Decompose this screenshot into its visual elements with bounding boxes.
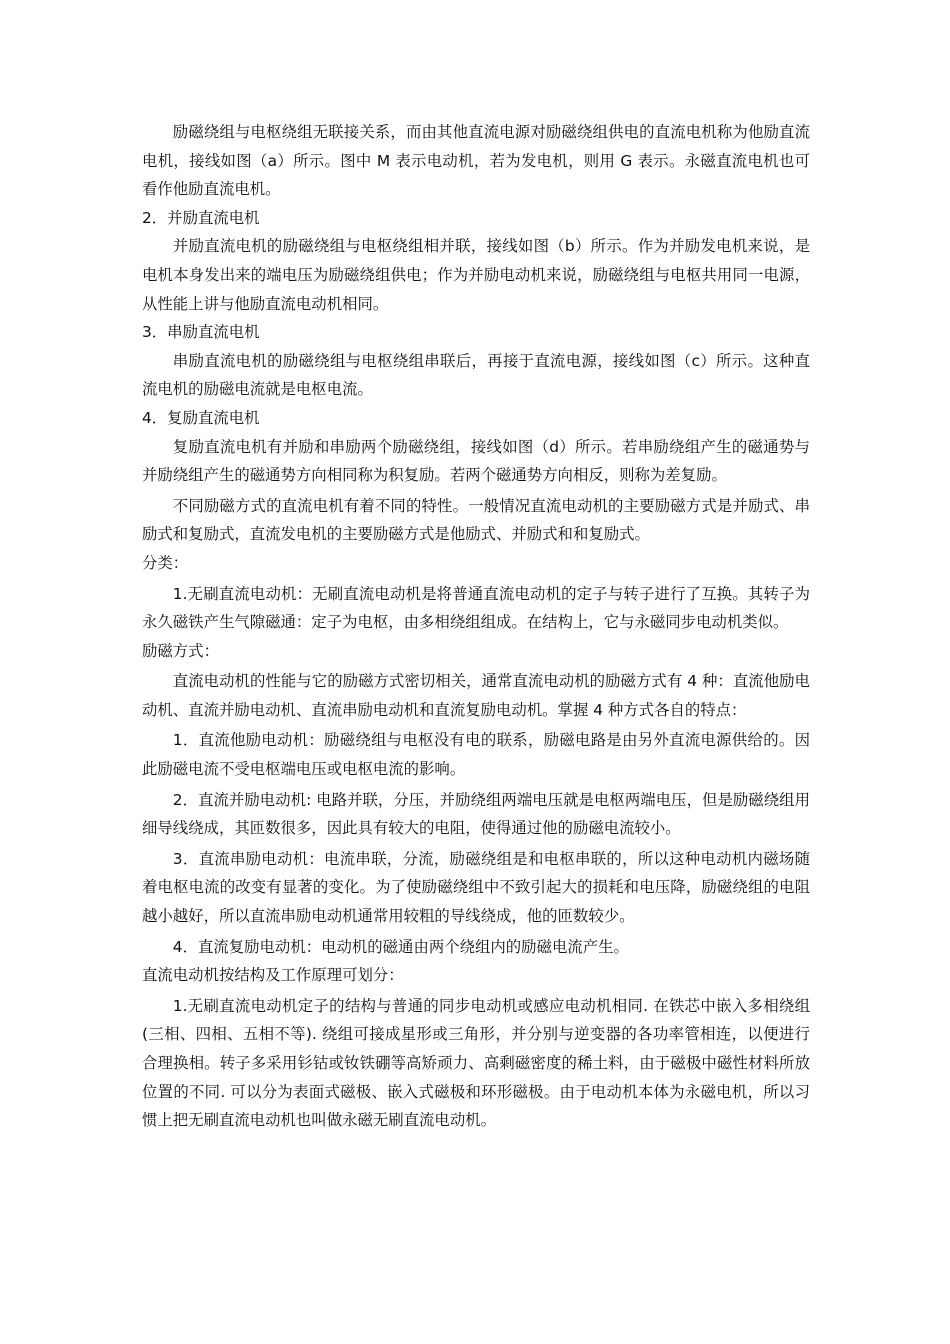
- paragraph-summary: 不同励磁方式的直流电机有着不同的特性。一般情况直流电动机的主要励磁方式是并励式、串励式和复励式，直流发电机的主要励磁方式是他励式、并励式和和复励式。: [142, 496, 810, 544]
- paragraph-separately-excited: 励磁绕组与电枢绕组无联接关系，而由其他直流电源对励磁绕组供电的直流电机称为他励直流电机，接线如图（a）所示。图中 M 表示电动机，若为发电机，则用 G 表示。永磁直流电机也可看作他励直流电机。: [142, 123, 810, 199]
- heading-shunt: 2．并励直流电机: [142, 208, 260, 227]
- label-excitation: 励磁方式：: [142, 641, 219, 660]
- label-structure: 直流电动机按结构及工作原理可划分：: [142, 966, 404, 985]
- paragraph-item-3: 3．直流串励电动机：电流串联，分流，励磁绕组是和电枢串联的，所以这种电动机内磁场随着电枢电流的改变有显著的变化。为了使励磁绕组中不致引起大的损耗和电压降，励磁绕组的电阻越小越好，所以直流串励电动机通常用较粗的导线绕成，他的匝数较少。: [142, 849, 810, 926]
- paragraph-brushless-1: 1.无刷直流电动机：无刷直流电动机是将普通直流电动机的定子与转子进行了互换。其转子为永久磁铁产生气隙磁通：定子为电枢，由多相绕组组成。在结构上，它与永磁同步电动机类似。: [142, 584, 810, 632]
- heading-compound: 4．复励直流电机: [142, 408, 260, 427]
- paragraph-item-1: 1．直流他励电动机：励磁绕组与电枢没有电的联系，励磁电路是由另外直流电源供给的。因此励磁电流不受电枢端电压或电枢电流的影响。: [142, 731, 810, 779]
- label-classification: 分类：: [142, 553, 189, 572]
- paragraph-item-4: 4．直流复励电动机：电动机的磁通由两个绕组内的励磁电流产生。: [172, 937, 629, 956]
- paragraph-compound: 复励直流电机有并励和串励两个励磁绕组，接线如图（d）所示。若串励绕组产生的磁通势与并励绕组产生的磁通势方向相同称为积复励。若两个磁通势方向相反，则称为差复励。: [142, 437, 810, 485]
- paragraph-brushless-2: 1.无刷直流电动机定子的结构与普通的同步电动机或感应电动机相同. 在铁芯中嵌入多相绕组(三相、四相、五相不等). 绕组可接成星形或三角形，并分别与逆变器的各功率管相连，以便进行合理换相。转子多采用钐钴或钕铁硼等高矫顽力、高剩磁密度的稀土料，由于磁极中磁性材料所放位置的不同. 可以分为表面式磁极、嵌入式磁极和环形磁极。由于电动机本体为永磁电机，所以习惯上把无刷直流电动机也叫做永磁无刷直流电动机。: [142, 996, 810, 1130]
- document-page: [142, 118, 810, 1135]
- heading-series: 3．串励直流电机: [142, 323, 260, 342]
- paragraph-item-2: 2．直流并励电动机: 电路并联，分压，并励绕组两端电压就是电枢两端电压，但是励磁绕组用细导线绕成，其匝数很多，因此具有较大的电阻，使得通过他的励磁电流较小。: [142, 790, 810, 838]
- paragraph-series: 串励直流电机的励磁绕组与电枢绕组串联后，再接于直流电源，接线如图（c）所示。这种直流电机的励磁电流就是电枢电流。: [142, 351, 810, 399]
- paragraph-shunt: 并励直流电机的励磁绕组与电枢绕组相并联，接线如图（b）所示。作为并励发电机来说，是电机本身发出来的端电压为励磁绕组供电；作为并励电动机来说，励磁绕组与电枢共用同一电源，从性能上讲与他励直流电动机相同。: [142, 237, 810, 313]
- paragraph-excitation-intro: 直流电动机的性能与它的励磁方式密切相关，通常直流电动机的励磁方式有 4 种：直流他励电动机、直流并励电动机、直流串励电动机和直流复励电动机。掌握 4 种方式各自的特点：: [142, 672, 810, 719]
